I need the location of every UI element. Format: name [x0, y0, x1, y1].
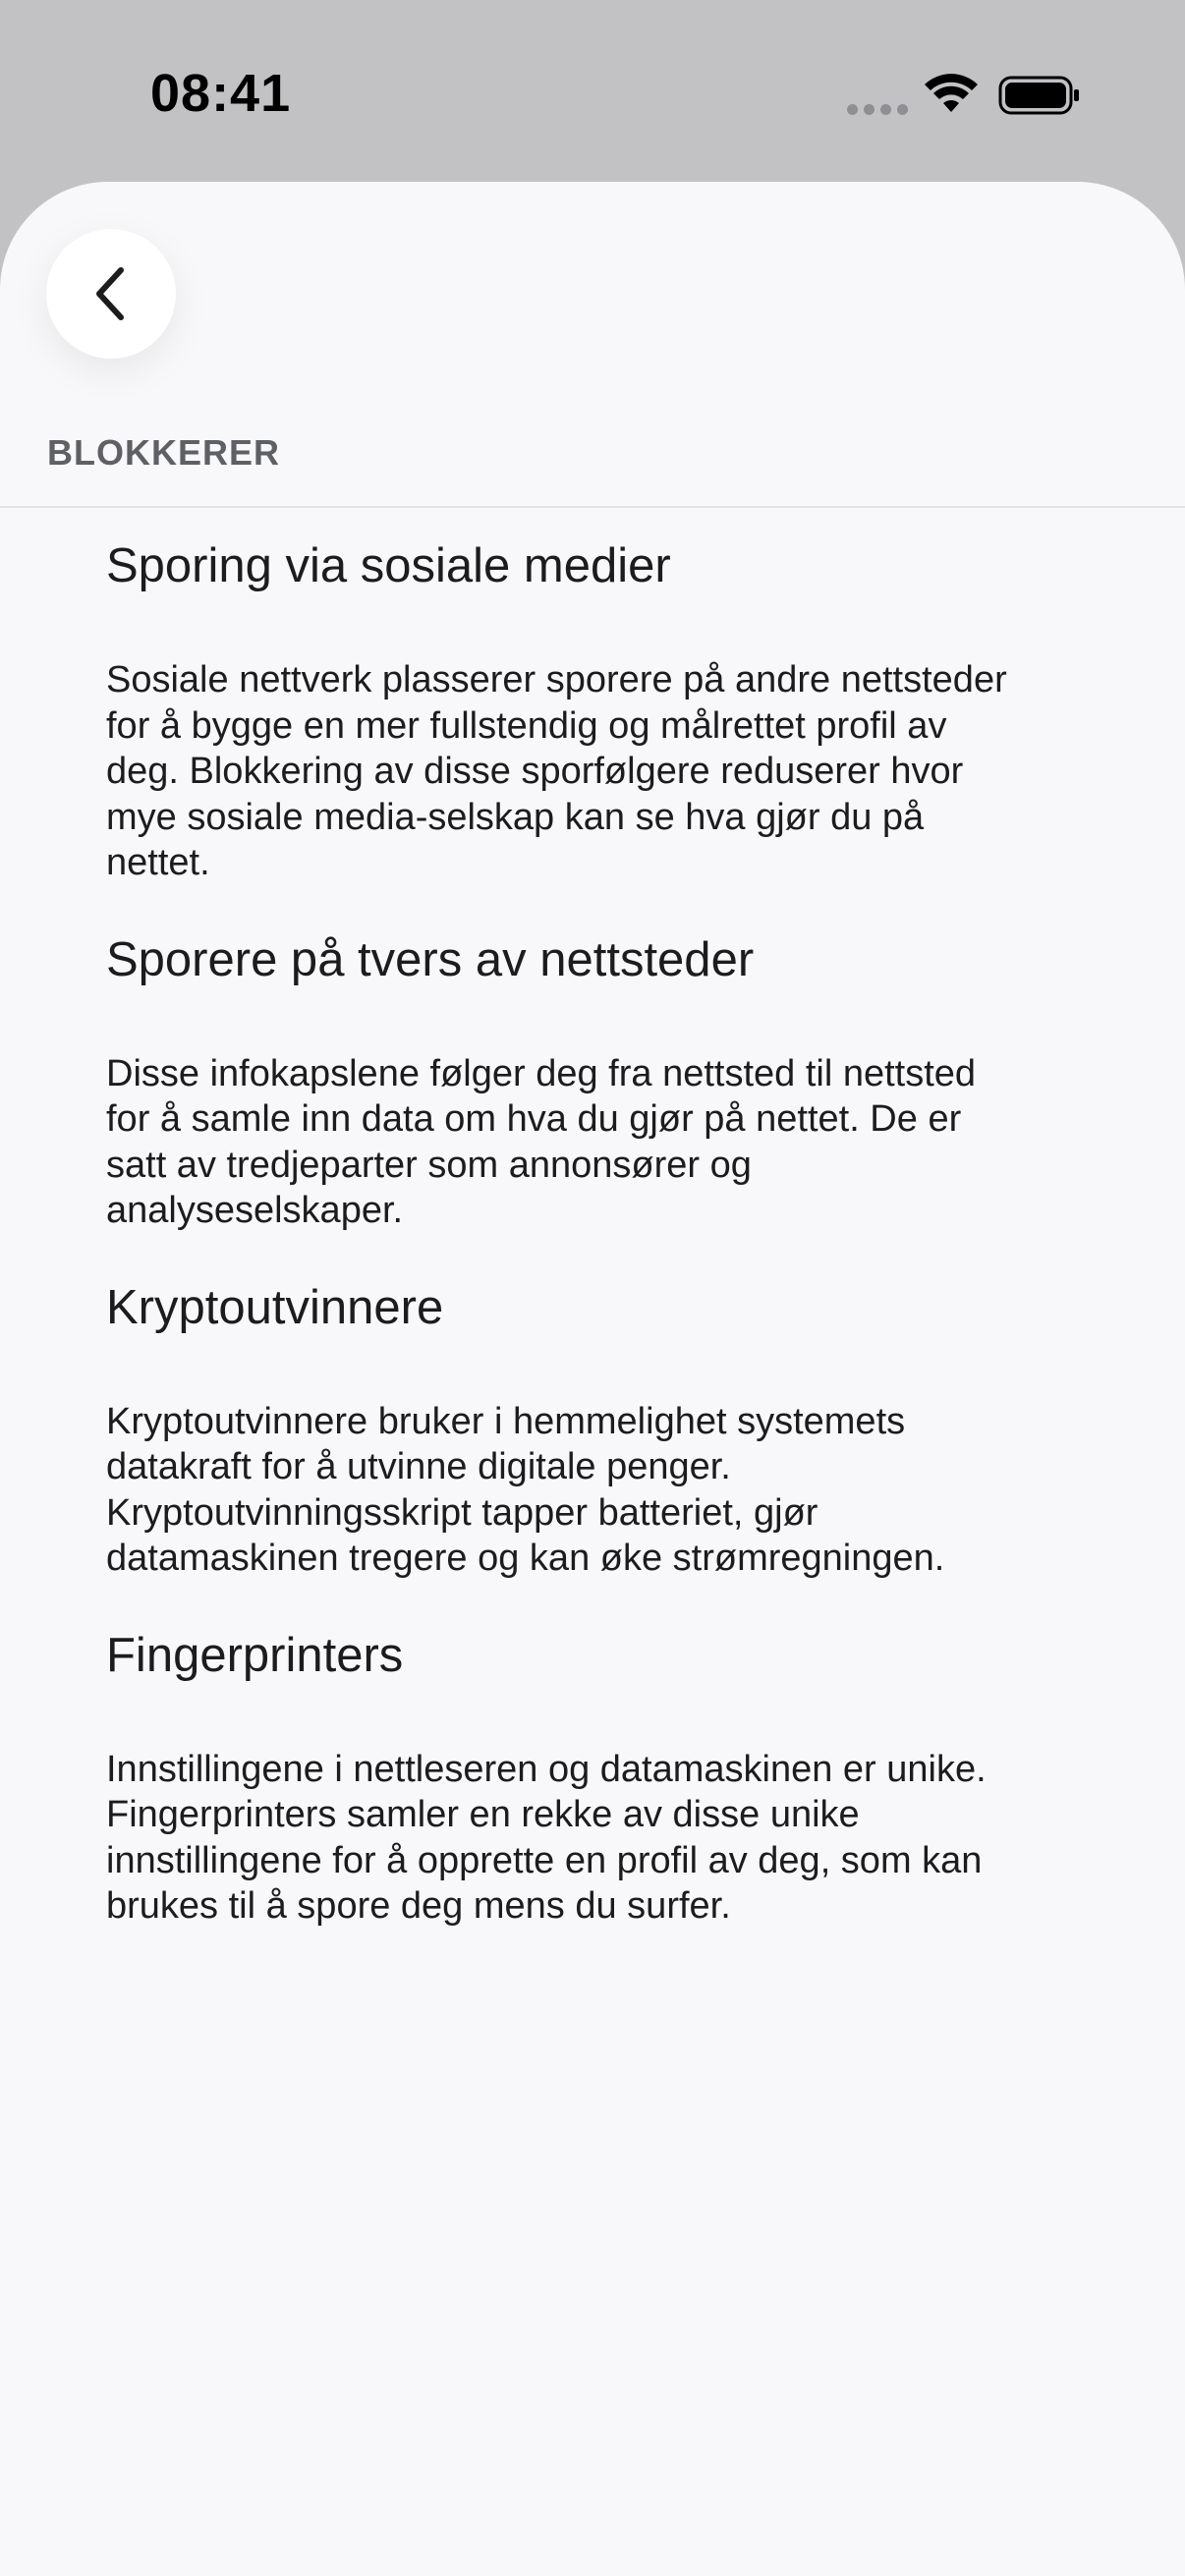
list-item	[106, 929, 1089, 1234]
signal-dots-icon	[847, 104, 908, 116]
item-description: Disse infokapslene følger deg fra nettsted til nettsted for å samle inn data om hva du gjør på nettet. De er satt av tredjeparter som annonsører og analyseselskaper.	[106, 1052, 977, 1231]
item-description: Sosiale nettverk plasserer sporere på andre nettsteder for å bygge en mer fullstendig og målrettet profil av deg. Blokkering av disse sporfølgere reduserer hvor mye sosiale media-selskap kan se hva gjør du på nettet.	[106, 659, 1007, 883]
blocker-info-sheet	[0, 182, 1185, 2576]
chevron-left-icon	[89, 264, 133, 323]
item-title: Fingerprinters	[106, 1628, 404, 1682]
list-item	[106, 535, 1089, 886]
item-title: Sporing via sosiale medier	[106, 539, 671, 592]
divider	[0, 506, 1185, 508]
battery-icon	[998, 75, 1081, 116]
back-button[interactable]	[46, 229, 176, 359]
item-title: Kryptoutvinnere	[106, 1280, 444, 1334]
section-header: BLOKKERER	[47, 432, 281, 473]
item-title: Sporere på tvers av nettsteder	[106, 932, 755, 986]
blocker-list	[106, 535, 1089, 1973]
item-description: Innstillingene i nettleseren og datamaskinen er unike. Fingerprinters samler en rekke av disse unike innstillingene for å opprette en profil av deg, som kan brukes til å spore deg mens du surfer.	[106, 1748, 987, 1927]
status-bar	[0, 0, 1185, 187]
wifi-icon	[924, 73, 979, 116]
list-item	[106, 1625, 1089, 1930]
item-description: Kryptoutvinnere bruker i hemmelighet systemets datakraft for å utvinne digitale penger. Kryptoutvinningsskript tapper batteriet, gjør datamaskinen tregere og kan øke strømregningen.	[106, 1400, 945, 1579]
status-time: 08:41	[150, 64, 292, 123]
list-item	[106, 1277, 1089, 1582]
